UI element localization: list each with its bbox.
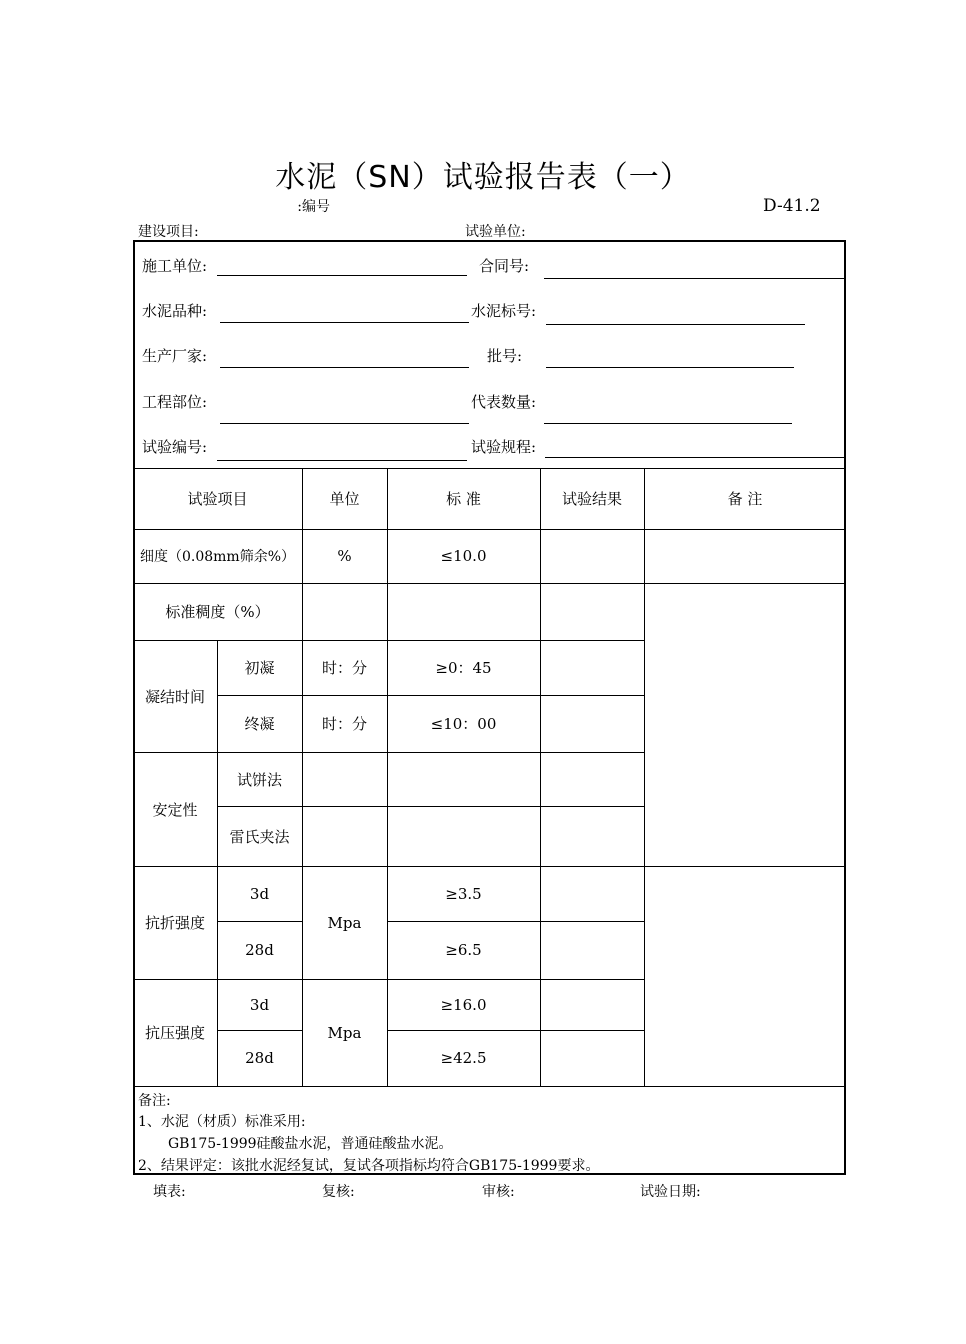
header-standard: 标 准 [446, 490, 481, 508]
auditor-label: 审核: [482, 1184, 515, 1200]
soundness-cake-method: 试饼法 [236, 770, 282, 789]
batch-no-label: 批号: [487, 347, 523, 365]
project-part-label: 工程部位: [142, 393, 208, 411]
compressive-strength-item: 抗压强度 [144, 1024, 205, 1042]
test-no-label: 试验编号: [142, 438, 208, 456]
quantity-field[interactable] [544, 423, 792, 424]
flexural-28d-standard: ≥6.5 [445, 941, 482, 959]
doc-code: D-41.2 [763, 196, 821, 216]
initial-set-label: 初凝 [244, 659, 275, 677]
table-divider [540, 468, 541, 1086]
consistency-item: 标准稠度（%） [165, 603, 270, 621]
flexural-3d-age: 3d [249, 884, 270, 903]
filler-label: 填表: [153, 1184, 186, 1200]
quantity-label: 代表数量: [471, 393, 537, 411]
initial-set-standard: ≥0：45 [435, 659, 492, 677]
doc-number-label: 编号: [297, 199, 330, 215]
cement-grade-field[interactable] [546, 324, 805, 325]
test-spec-field[interactable] [545, 457, 846, 458]
notes-label: 备注: [138, 1093, 171, 1109]
test-no-field[interactable] [217, 460, 467, 461]
page-title: 水泥（SN）试验报告表（一） [275, 160, 691, 195]
contract-no-field[interactable] [544, 278, 846, 279]
table-divider [644, 468, 645, 1086]
cement-grade-label: 水泥标号: [471, 302, 537, 320]
final-set-standard: ≤10：00 [430, 715, 497, 733]
initial-set-unit: 时：分 [321, 659, 367, 677]
notes-line-3: 2、结果评定：该批水泥经复试，复试各项指标均符合GB175-1999要求。 [138, 1158, 600, 1174]
table-divider [133, 1086, 846, 1087]
test-unit-label: 试验单位: [465, 224, 526, 240]
fineness-item: 细度（0.08mm筛余%） [139, 549, 296, 565]
flexural-3d-standard: ≥3.5 [445, 884, 482, 903]
flexural-28d-age: 28d [245, 941, 274, 959]
soundness-lechatelier-method: 雷氏夹法 [229, 827, 290, 846]
manufacturer-label: 生产厂家: [142, 347, 208, 365]
compressive-28d-age: 28d [245, 1049, 274, 1067]
fineness-unit: % [337, 547, 352, 565]
project-label: 建设项目: [138, 224, 199, 240]
soundness-item: 安定性 [152, 800, 198, 819]
compressive-unit: Mpa [327, 1023, 362, 1042]
contract-no-label: 合同号: [479, 257, 530, 275]
compressive-28d-standard: ≥42.5 [440, 1049, 487, 1067]
test-spec-label: 试验规程: [471, 438, 537, 456]
fineness-standard: ≤10.0 [440, 547, 487, 565]
flexural-unit: Mpa [327, 913, 362, 932]
project-part-field[interactable] [220, 423, 469, 424]
test-date-label: 试验日期: [640, 1184, 701, 1200]
final-set-label: 终凝 [244, 715, 275, 733]
compressive-3d-standard: ≥16.0 [440, 995, 487, 1014]
construction-unit-label: 施工单位: [142, 257, 208, 275]
manufacturer-field[interactable] [220, 367, 469, 368]
header-unit: 单位 [329, 490, 360, 508]
header-remarks: 备 注 [727, 490, 763, 508]
cement-type-field[interactable] [220, 322, 469, 323]
construction-unit-field[interactable] [217, 275, 467, 276]
reviewer-label: 复核: [322, 1184, 355, 1200]
final-set-unit: 时：分 [321, 715, 367, 733]
setting-time-item: 凝结时间 [144, 687, 205, 706]
notes-line-2: GB175-1999硅酸盐水泥，普通硅酸盐水泥。 [168, 1136, 453, 1152]
notes-line-1: 1、水泥（材质）标准采用: [138, 1114, 306, 1130]
cement-type-label: 水泥品种: [142, 302, 208, 320]
compressive-3d-age: 3d [249, 995, 270, 1014]
flexural-strength-item: 抗折强度 [144, 914, 205, 932]
batch-no-field[interactable] [546, 367, 794, 368]
header-result: 试验结果 [561, 490, 622, 508]
header-test-item: 试验项目 [187, 490, 248, 508]
